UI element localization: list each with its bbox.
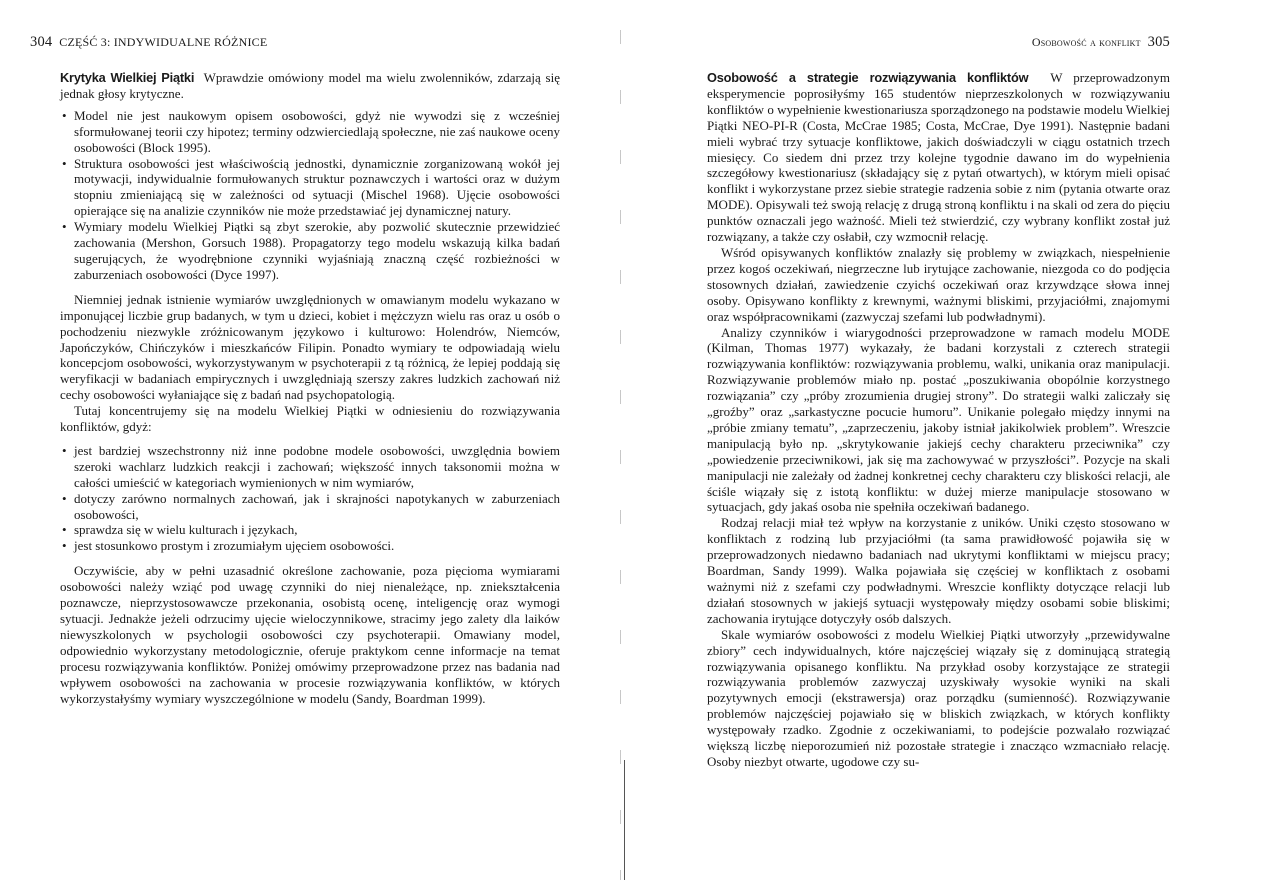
body-paragraph: Analizy czynników i wiarygodności przeprowadzone w ramach modelu MODE (Kilman, Thomas 1977) wykazały, że badani korzystali z czterech strategii rozwiązywania konfliktów: rozwiązywania problemu, walki, unikania oraz manipulacji. Rozwiązywanie problemów miało np. postać „poszukiwania obopólnie korzystnego rozwiązania” czy „próby zrozumienia drugiej strony”. Do strategii walki zaliczały się „groźby” oraz „sarkastyczne pocucie humoru”. Unikanie polegało między innymi na „próbie zmiany tematu”, „zaprzeczeniu, jakoby istniał jakikolwiek problem”. Wreszcie manipulacją było np. „skrytykowanie jakiejś cechy charakteru przeciwnika” czy „powiedzenie przeciwnikowi, jak się ma zachowywać w przyszłości”. Pozycje na skali manipulacji nie zależały od żadnej konkretnej cechy charakteru czy bliskości relacji, ale ściśle wiązały się z istotą konfliktu: w dużej mierze manipulacje stosowano w sytuacjach, gdy jakaś osoba nie spełniła oczekiwań badanego. xyxy=(707,324,1170,515)
body-paragraph: Rodzaj relacji miał też wpływ na korzystanie z uników. Uniki często stosowano w konfliktach z rodziną lub przyjaciółmi (ta sama prawidłowość pojawiła się w przeprowadzonych niedawno badaniach nad ukrytymi konfliktami w miejscu pracy; Boardman, Sandy 1999). Walka pojawiała się częściej w konfliktach z osobami ważnymi niż z szefami czy podwładnymi. Wreszcie konflikty dotyczące relacji lub działań stosownych w jakiejś sytuacji występowały między osobami sobie bliskimi; zachowania irytujące dotyczyły osób dalszych. xyxy=(707,515,1170,626)
left-running-header xyxy=(30,34,267,51)
bullet-icon: • xyxy=(62,522,67,538)
list-item xyxy=(60,219,560,283)
left-page-body xyxy=(60,70,560,706)
bullet-icon: • xyxy=(62,538,67,554)
right-section-title: Osobowość a konflikt xyxy=(1031,35,1141,49)
body-paragraph: Oczywiście, aby w pełni uzasadnić określone zachowanie, poza pięcioma wymiarami osobowości należy wziąć pod uwagę czynniki do niej nienależące, np. zniekształcenia poznawcze, nieprzystosowawcze przekonania, osobistą ocenę, inteligencję oraz wymogi sytuacji. Jednakże jeżeli odrzucimy ujęcie wieloczynnikowe, stracimy jego zalety dla laików niewyszkolonych w psychologii osobowości czy psychoterapii. Omawiany model, odpowiednio wykorzystany metodologicznie, oferuje praktykom cenne informacje na temat procesu rozwiązywania konfliktów. Poniżej omówimy przeprowadzone przez nas badania nad wpływem osobowości na zachowania w procesie rozwiązywania konfliktów, w których wykorzystałyśmy wymiary wyszczególnione w modelu (Sandy, Boardman 1999). xyxy=(60,563,560,706)
list-item-text: Wymiary modelu Wielkiej Piątki są zbyt szerokie, aby pozwolić skutecznie przewidzieć zachowania (Mershon, Gorsuch 1988). Propagatorzy tego modelu wskazują kilka badań sugerujących, że wyodrębnione czynniki wyjaśniają znaczną część rozbieżności w zaburzeniach osobowości (Dyce 1997). xyxy=(74,219,560,282)
list-item-text: sprawdza się w wielu kulturach i językach, xyxy=(74,522,298,538)
list-item-text: jest stosunkowo prostym i zrozumiałym ujęciem osobowości. xyxy=(74,538,395,554)
list-item-text: Struktura osobowości jest właściwością jednostki, dynamicznie zorganizowaną wokół jej motywacji, indywidualnie formułowanych struktur poznawczych i wartości oraz w dużym stopniu zmieniającą się w zależności od sytuacji (Mischel 1968). Ujęcie osobowości opierające się na analizie czynników nie może przedstawiać jej dynamicznej natury. xyxy=(74,155,560,219)
list-item xyxy=(60,156,560,220)
critique-heading: Krytyka Wielkiej Piątki xyxy=(60,70,195,85)
left-page-number: 304 xyxy=(30,34,53,50)
left-section-title: CZĘŚĆ 3: INDYWIDUALNE RÓŻNICE xyxy=(59,35,268,49)
list-item xyxy=(60,538,560,554)
page-gutter-shadow xyxy=(624,760,625,880)
list-item-text: Model nie jest naukowym opisem osobowości, gdyż nie wywodzi się z wcześniej sformułowanej teorii czy hipotez; terminy odzwierciedlają społeczne, nie zaś naukowe oceny osobowości (Block 1995). xyxy=(74,107,560,155)
bullet-icon: • xyxy=(62,490,67,506)
body-paragraph: Niemniej jednak istnienie wymiarów uwzględnionych w omawianym modelu wykazano w imponującej liczbie grup badanych, w tym u dzieci, kobiet i mężczyzn wielu ras oraz u osób o pochodzeniu niezwykle zróżnicowanym językowo i kulturowo: Holendrów, Niemców, Japończyków, Chińczyków i mieszkańców Filipin. Ponadto wymiary te odpowiadają wielu koncepcjom osobowości, wykorzystywanym w psychoterapii z tą różnicą, że lepiej poddają się weryfikacji w badaniach empirycznych i uwzględniają szerszy zakres ludzkich zachowań niż cechy osobowości wyłaniające się z badań nad psychopatologią. xyxy=(60,291,560,403)
right-page-body xyxy=(707,70,1170,770)
body-paragraph: Wśród opisywanych konfliktów znalazły się problemy w związkach, niespełnienie przez kogoś oczekiwań, niegrzeczne lub irytujące zachowanie, niezgoda co do podjęcia stosownych działań, zawiedzenie czyichś oczekiwań oraz krzywdzące słowa innej osoby. Opisywano konflikty z krewnymi, ważnymi bliskimi, przyjaciółmi, znajomymi oraz współpracownikami (zazwyczaj szefami lub podwładnymi). xyxy=(707,244,1170,324)
right-running-header xyxy=(1032,34,1170,51)
list-item xyxy=(60,443,560,491)
list-item xyxy=(60,108,560,156)
critique-paragraph xyxy=(60,70,560,102)
bullet-icon: • xyxy=(62,155,67,171)
list-item-text: dotyczy zarówno normalnych zachowań, jak i skrajności napotykanych w zaburzeniach osobowości, xyxy=(74,490,560,522)
body-paragraph: Tutaj koncentrujemy się na modelu Wielkiej Piątki w odniesieniu do rozwiązywania konfliktów, gdyż: xyxy=(60,403,560,435)
bullet-icon: • xyxy=(62,442,67,458)
strategies-heading: Osobowość a strategie rozwiązywania konfliktów xyxy=(707,70,1029,85)
bullet-icon: • xyxy=(62,107,67,123)
reasons-bullet-list xyxy=(60,443,560,554)
list-item xyxy=(60,491,560,523)
page-gutter xyxy=(620,30,621,880)
list-item xyxy=(60,522,560,538)
right-page-number: 305 xyxy=(1147,34,1170,50)
critique-intro: Wprawdzie omówiony model ma wielu zwolenników, zdarzają się jednak głosy krytyczne. xyxy=(60,70,560,101)
critique-bullet-list xyxy=(60,108,560,283)
bullet-icon: • xyxy=(62,219,67,235)
strategies-intro: W przeprowadzonym eksperymencie poprosiłyśmy 165 studentów nieprzeszkolonych w rozwiązywaniu konfliktów o wypełnienie kwestionariusza sporządzonego na podstawie modelu Wielkiej Piątki NEO-PI-R (Costa, McCrae 1985; Costa, McCrae, Dye 1991). Następnie badani mieli wybrać trzy sytuacje konfliktowe, jakich doświadczyli w ciągu ostatnich trzech miesięcy. Co siedem dni przez trzy kolejne tygodnie dawano im do wypełnienia szczegółowy kwestionariusz (składający się z pytań otwartych), w którym mieli opisać konflikt i wykorzystane przez siebie strategie radzenia sobie z nim (pytania otwarte oraz MODE). Opisywali też swoją relację z drugą stroną konfliktu i na skali od zera do pięciu punktów oznaczali jego ważność. Mieli też stwierdzić, czy wybrany konflikt został już rozwiązany, a także czy osłabił, czy wzmocnił relację. xyxy=(707,70,1170,245)
strategies-paragraph xyxy=(707,70,1170,245)
list-item-text: jest bardziej wszechstronny niż inne podobne modele osobowości, uwzględnia bowiem szeroki wachlarz ludzkich reakcji i zachowań; większość innych taksonomii można w całości umieścić w kategoriach wymienionych w nim wymiarów, xyxy=(74,442,560,490)
body-paragraph: Skale wymiarów osobowości z modelu Wielkiej Piątki utworzyły „przewidywalne zbiory” cech indywidualnych, które najczęściej wiązały się z dominującą strategią rozwiązywania opisanego konfliktu. Na przykład osoby korzystające ze strategii rozwiązywania problemów zazwyczaj uzyskiwały wysokie wyniki na skali pozytywnych emocji (ekstrawersja) oraz porządku (sumienność). Rozwiązywanie problemów najczęściej pojawiało się w bliskich związkach, w których konflikty występowały rzadko. Zgodnie z oczekiwaniami, to podejście pozwalało rozwiązać większą liczbę nieporozumień niż pozostałe strategie i znacząco wzmacniało relację. Osoby niezbyt otwarte, ugodowe czy su- xyxy=(707,626,1170,769)
